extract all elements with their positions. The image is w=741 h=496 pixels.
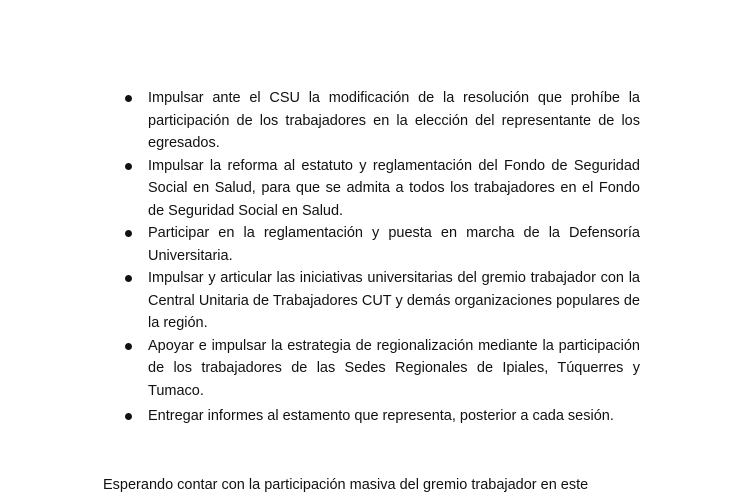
proposal-list <box>122 87 640 428</box>
bullet-icon <box>125 95 132 102</box>
list-item <box>122 222 640 267</box>
list-item-text: Participar en la reglamentación y puesta en marcha de la Defensoría Universitaria. <box>148 225 640 264</box>
list-item-text: Impulsar ante el CSU la modificación de la resolución que prohíbe la participación de los trabajadores en la elección del representante de los egresados. <box>148 90 640 151</box>
list-item <box>122 405 640 428</box>
list-item <box>122 87 640 155</box>
list-item-text: Impulsar la reforma al estatuto y reglamentación del Fondo de Seguridad Social en Salud, para que se admita a todos los trabajadores en el Fondo de Seguridad Social en Salud. <box>148 157 640 219</box>
closing-paragraph: Esperando contar con la participación masiva del gremio trabajador en este <box>103 477 589 493</box>
list-item-text: Entregar informes al estamento que representa, posterior a cada sesión. <box>148 408 614 424</box>
bullet-icon <box>125 163 132 170</box>
bullet-icon <box>125 413 132 420</box>
list-item-text: Apoyar e impulsar la estrategia de regionalización mediante la participación de los trabajadores de las Sedes Regionales de Ipiales, Túquerres y Tumaco. <box>148 337 640 399</box>
bullet-icon <box>125 275 132 282</box>
bullet-icon <box>125 230 132 237</box>
list-item <box>122 267 640 335</box>
list-item <box>122 335 640 403</box>
bullet-icon <box>125 343 132 350</box>
list-item-text: Impulsar y articular las iniciativas universitarias del gremio trabajador con la Central Unitaria de Trabajadores CUT y demás organizaciones populares de la región. <box>148 270 640 331</box>
list-item <box>122 155 640 223</box>
